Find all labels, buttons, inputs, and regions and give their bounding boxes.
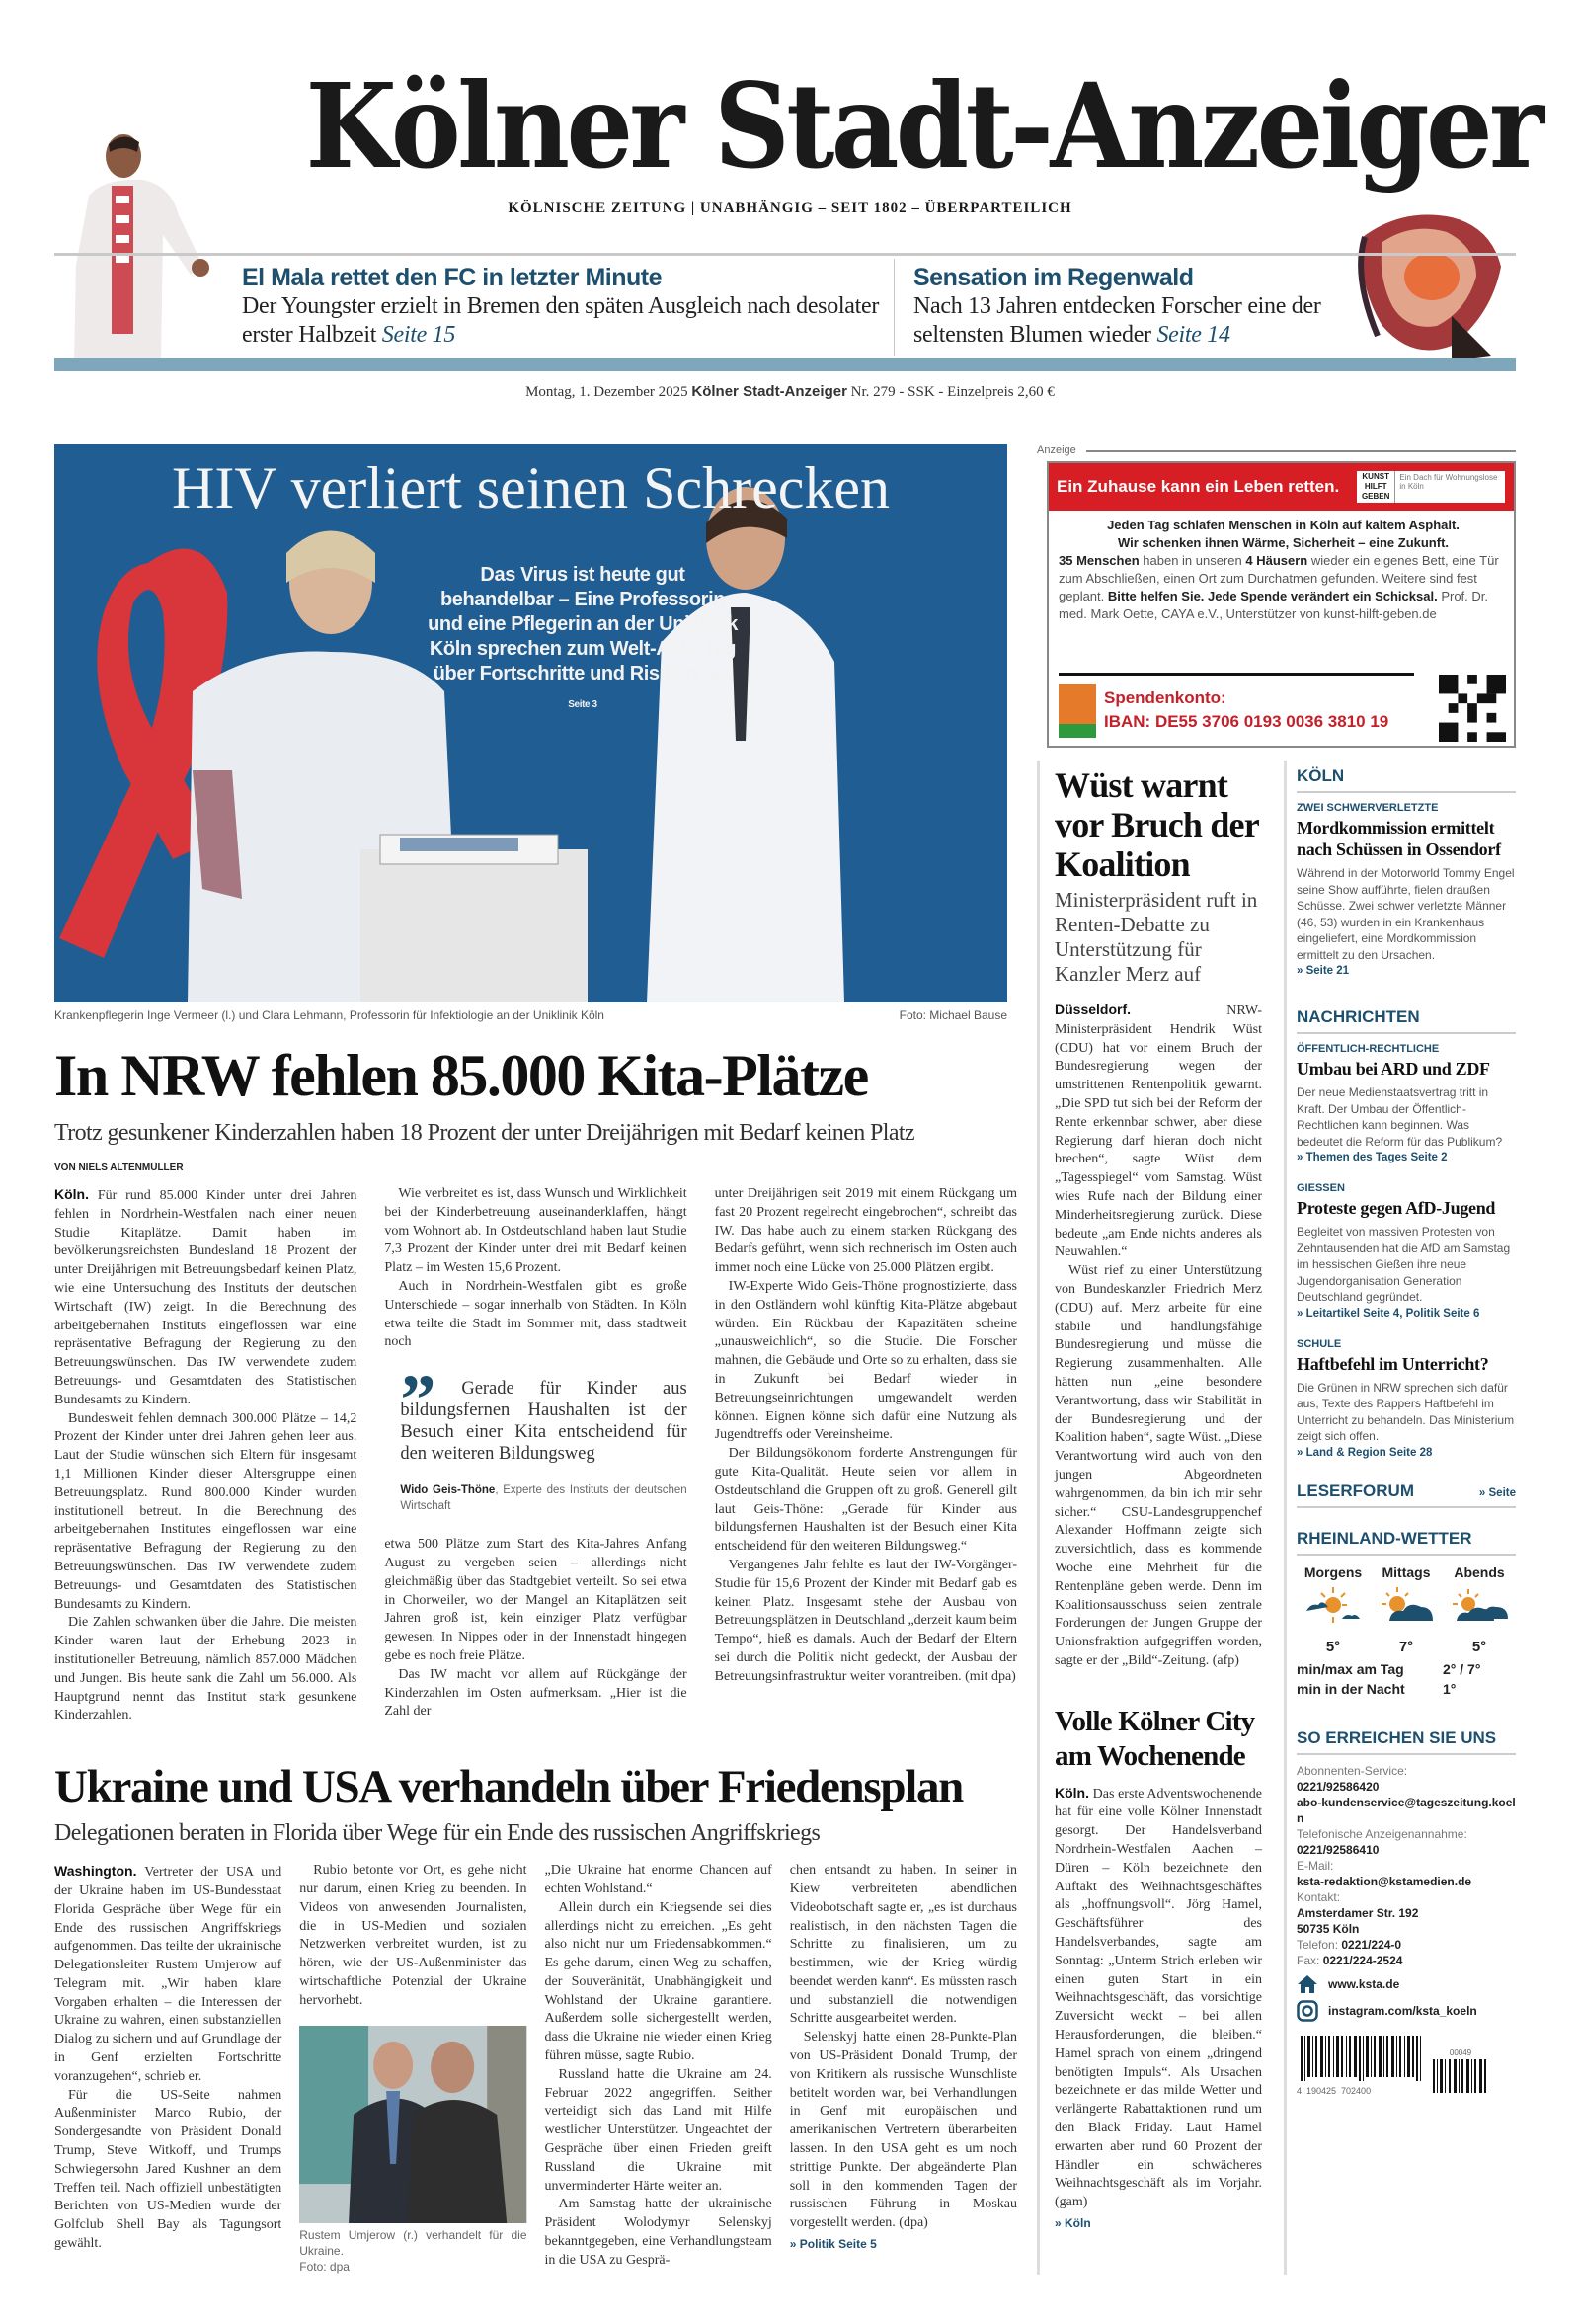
ukraine-paragraph: Vertreter der USA und der Ukraine haben im US-Bundesstaat Florida Gespräche über Wege für ein Ende des russischen Angriffskriegs aufgenommen. Das teilte der ukrainische Delegationsleiter Rustem Umjerow auf Telegram mit. „Wir haben klare Vorgaben erhalten – die Interessen der Ukraine zu wahren, einen substanziellen Dialog zu sichern und auf Grundlage der in Genf erzielten Fortschritte voranzugehen“, schrieb er.: [54, 1865, 282, 2084]
hero-teaser-text: Das Virus ist heute gut behandelbar – Eine Professorin und eine Pflegerin an der Uniklinik Köln sprechen zum Welt-Aids-Tag über Fortschritte und Risiken: [428, 564, 738, 684]
kita-paragraph: IW-Experte Wido Geis-Thöne prognostizierte, dass in den Ostländern wohl künftig Kita-Plätze abgebaut würden. Ein Rückbau der Kapazitäten scheine „unausweichlich“, so die Studie. Die Forscher mahnen, die Gebäude und Orte so zu erhalten, dass sie in Zukunft bei Bedarf wieder in Betreuungseinrichtungen umgewandelt werden können. Eignen könne sich dafür eine Nutzung als Jugendtreffs oder Vereinsheime.: [714, 1278, 1017, 1443]
kita-paragraph: Vergangenes Jahr fehlte es laut der IW-Vorgänger-Studie für 15,6 Prozent der Kinder mit Bedarf gab es keinen Platz. Insgesamt stehe der Ausbau von Betreuungsplätzen in Deutschland „derzeit kaum beim Tempo“, hieß es damals. Auch der Bedarf der Eltern sei durch die Politik nicht gedeckt, der Ausbau der Betreuungsinfrastruktur weiter vorantreiben. (mit dpa): [714, 1557, 1017, 1684]
contact-phone-row: [1297, 1937, 1516, 1953]
charity-logo: [1059, 684, 1096, 738]
news-kicker: ÖFFENTLICH-RECHTLICHE: [1297, 1043, 1440, 1055]
instagram-link[interactable]: [1297, 2000, 1516, 2022]
quote-text: Gerade für Kinder aus bildungsfernen Haushalten ist der Besuch einer Kita entscheidend für den weiteren Bildungsweg: [400, 1379, 687, 1465]
barcode-number: 4 190425 702400: [1297, 2085, 1372, 2096]
sidebar-section-title: [1297, 1727, 1516, 1755]
kita-paragraph: Auch in Nordrhein-Westfalen gibt es große Unterschiede – sogar innerhalb von Städten. In Köln etwa teilte die Stadt im Sommer mit, dass stadtweit noch: [384, 1278, 687, 1350]
contact-label: Abonnenten-Service:: [1297, 1763, 1408, 1778]
ad-paragraph: [1059, 552, 1508, 623]
sidebar-section-label: LESERFORUM: [1297, 1481, 1414, 1500]
abo-email[interactable]: abo-kundenservice@tageszeitung.koeln: [1297, 1795, 1516, 1825]
ukraine-article: [54, 1755, 1017, 2275]
kita-paragraph: etwa 500 Plätze zum Start des Kita-Jahres Anfang August zu vergeben seien – allerdings nicht gleichmäßig über das Stadtgebiet verteilt. So sei etwa in Chorweiler, wo der Mangel an Kitaplätzen seit Jahren groß ist, kein einziger Platz verfügbar gewesen. In Nippes oder in der Innenstadt hingegen gebe es noch freie Plätze.: [384, 1537, 687, 1663]
abo-phone[interactable]: 0221/92586420: [1297, 1779, 1380, 1794]
sun-behind-clouds-icon: [1443, 1581, 1516, 1633]
main-articles: [54, 1037, 1017, 2275]
sidebar-koeln: [1297, 765, 1516, 979]
hero-teaser[interactable]: [425, 563, 741, 717]
news-link[interactable]: » Leitartikel Seite 4, Politik Seite 6: [1297, 1307, 1480, 1320]
umjerow-photo[interactable]: [299, 2026, 526, 2223]
news-kicker: GIESSEN: [1297, 1182, 1345, 1194]
weather-night-value: 1°: [1443, 1680, 1457, 1697]
sidebar-section-label: NACHRICHTEN: [1297, 1007, 1420, 1026]
wuest-paragraph: Wüst rief zu einer Unterstützung von Bundeskanzler Friedrich Merz (CDU) auf. Merz arbeite für eine stabile und handlungsfähige Bundesregierung und müsse die Regierung zusammenhalten. Alle hätten nun „eine besondere Verantwortung, dass wir Stabilität in der Bundesregierung und der Koalition haben“, sagte Wüst. „Diese Verantwortung wird auch von den jungen Abgeordneten wahrgenommen, da bin ich mir sehr sicher.“ CSU-Landesgruppenchef Alexander Hoffmann zeigte sich zuversichtlich, dass es kommende Woche eine Mehrheit für die Rentenpläne geben werde. Denn im Koalitionsausschuss seien zentrale Forderungen der Jungen Gruppe der Unionsfraktion aufgegriffen worden, sagte er der „Bild“-Zeitung. (afp): [1055, 1263, 1262, 1668]
kita-column-2: [384, 1185, 686, 1722]
sidebar-headline[interactable]: Mordkommission ermittelt nach Schüssen in Ossendorf: [1297, 818, 1501, 859]
sun-cloud-icon: [1297, 1581, 1370, 1633]
weather-period-label: Abends: [1454, 1563, 1505, 1580]
sidebar-nachrichten: [1297, 1006, 1516, 1461]
ad-text-1: haben in unseren: [1139, 553, 1246, 568]
teaser-text: Der Youngster erzielt in Bremen den späten Ausgleich nach desolater erster Halbzeit: [242, 293, 880, 348]
masthead-subtitle: KÖLNISCHE ZEITUNG | UNABHÄNGIG – SEIT 1802 – ÜBERPARTEILICH: [508, 200, 1072, 216]
kita-paragraph: Das IW macht vor allem auf Rückgänge der Kinderzahlen im Osten aufmerksam. „Hier ist die Zahl der: [384, 1666, 687, 1720]
ad-divider: [1059, 673, 1414, 676]
kita-place: Köln.: [54, 1186, 89, 1202]
news-link[interactable]: » Land & Region Seite 28: [1297, 1446, 1433, 1459]
website-link[interactable]: [1297, 1974, 1516, 1994]
ad-label: Anzeige: [1037, 444, 1076, 456]
kita-column-1: [54, 1185, 356, 1725]
teaser-text-block: [913, 292, 1338, 350]
column-rule: [1284, 761, 1287, 2275]
hero-caption: [54, 1008, 1007, 1022]
kita-column-3: [715, 1185, 1017, 1687]
city-place: Köln.: [1055, 1784, 1089, 1801]
sidebar-contact: [1297, 1727, 1516, 2097]
masthead-blue-rule: [54, 358, 1516, 371]
contact-street: Amsterdamer Str. 192: [1297, 1905, 1419, 1920]
contact-phone-label: Telefon:: [1297, 1937, 1339, 1952]
ad-iban: IBAN: DE55 3706 0193 0036 3810 19: [1104, 712, 1389, 731]
weather-temp: 5°: [1471, 1638, 1487, 1655]
teaser-headline[interactable]: Sensation im Regenwald: [913, 264, 1194, 291]
home-icon: [1297, 1974, 1318, 1994]
teaser-el-mala[interactable]: [242, 263, 884, 350]
weather-grid: [1297, 1563, 1516, 1660]
editorial-email[interactable]: ksta-redaktion@kstamedien.de: [1297, 1874, 1472, 1888]
city-article: [1055, 1705, 1262, 2233]
barcode-addon-number: 00049: [1449, 2047, 1472, 2057]
wuest-headline[interactable]: Wüst warnt vor Bruch der Koalition: [1055, 765, 1259, 884]
barcode: [1297, 2036, 1516, 2097]
football-player-photo[interactable]: [54, 126, 232, 363]
news-kicker: SCHULE: [1297, 1337, 1342, 1350]
news-text: Der neue Medienstaatsvertrag tritt in Kraft. Der Umbau der Öffentlich-Rechtlichen kann beginnen. Was bedeutet die Reform für das Publikum?: [1297, 1085, 1503, 1149]
weather-minmax-value: 2° / 7°: [1443, 1660, 1481, 1677]
weather-temp: 7°: [1398, 1638, 1414, 1655]
contact-label: Telefonische Anzeigenannahme:: [1297, 1826, 1467, 1841]
quote-author: [400, 1483, 686, 1514]
teaser-divider: [894, 259, 895, 356]
ukraine-photo-credit: Foto: dpa: [299, 2260, 350, 2275]
hero-illustration: [54, 444, 1007, 1002]
contact-fax-label: Fax:: [1297, 1953, 1320, 1967]
barcode-icon: [1297, 2036, 1425, 2081]
ad-text-2: wieder ein eigenes Bett, eine Tür zum Abschließen, einen Ort zum Durchatmen gefunden. Weitere sind fest geplant.: [1059, 553, 1499, 603]
city-headline[interactable]: Volle Kölner City am Wochenende: [1055, 1705, 1255, 1772]
contact-label: E-Mail:: [1297, 1858, 1334, 1873]
ad-header: [1049, 463, 1514, 511]
ad-bold-2: 4 Häusern: [1245, 553, 1308, 568]
news-item: [1297, 1337, 1516, 1461]
ukraine-paragraph: Für die US-Seite nahmen Außenminister Marco Rubio, der Sondergesandte von Präsident Donald Trump, Steve Witkoff, und Trumps Schwiegersohn Jared Kushner an dem Treffen teil. Nach offiziell unbestätigten Berichten von US-Medien wurde der Golfclub Shell Bay als Tagungsort gewählt.: [54, 2087, 282, 2252]
kita-columns: [54, 1185, 1017, 1725]
kita-paragraph: unter Dreijährigen seit 2019 mit einem Rückgang um fast 20 Prozent regelrecht eingebrochen“, schreibt das IW. Das habe auch zu einem starken Rückgang des Bedarfs geführt, wenn sich rechnerisch im Osten auch immer noch eine Lücke von 25.000 Plätzen ergibt.: [714, 1186, 1017, 1276]
teaser-top-rule: [54, 253, 1516, 256]
ukraine-photo-caption: [299, 2227, 526, 2275]
sidebar: [1297, 765, 1516, 2117]
sidebar-link[interactable]: » Seite 21: [1297, 965, 1350, 977]
wuest-paragraph: NRW-Ministerpräsident Hendrik Wüst (CDU) hat vor einem Bruch der Bundesregierung wegen der umstrittenen Rentenpolitik gewarnt. „Die SPD tut sich bei der Reform der Rente erkennbar schwer, aber diese Regierung darf hieran doch nicht brechen“, sagte Wüst dem „Tagesspiegel“ vom Samstag. Wüst wies Rufe nach der Bildung einer Minderheitsregierung zurück. Diese bedeute „am Ende nichts anderes als Neuwahlen.“: [1055, 1003, 1262, 1260]
teaser-page-link[interactable]: Seite 15: [381, 322, 456, 348]
hero-photo[interactable]: [54, 444, 1007, 1002]
ukraine-column-4: [790, 1862, 1017, 2254]
sidebar-section-title: [1297, 1528, 1516, 1556]
news-item: [1297, 1181, 1516, 1322]
ukraine-paragraph: Am Samstag hatte der ukrainische Präsident Wolodymyr Selenskyj bekanntgegeben, eine Verhandlungsteam in die USA zu Gesprä-: [544, 2197, 772, 2268]
sun-behind-cloud-icon: [1370, 1581, 1443, 1633]
wuest-body: [1055, 1001, 1262, 1671]
weather-night-label: min in der Nacht: [1297, 1680, 1405, 1697]
teaser-text: Nach 13 Jahren entdecken Forscher eine der seltensten Blumen wieder: [913, 293, 1321, 348]
ad-line-2: Wir schenken ihnen Wärme, Sicherheit – eine Zukunft.: [1117, 535, 1450, 550]
ukraine-subheadline: Delegationen beraten in Florida über Wege für ein Ende des russischen Angriffskriegs: [54, 1820, 821, 1847]
news-headline[interactable]: Umbau bei ARD und ZDF: [1297, 1059, 1490, 1079]
contact-label: Kontakt:: [1297, 1889, 1341, 1904]
dateline-paper-name: Kölner Stadt-Anzeiger: [691, 383, 847, 400]
ad-label-rule: [1086, 450, 1516, 452]
contact-phone[interactable]: 0221/224-0: [1341, 1937, 1402, 1952]
news-headline[interactable]: Haftbefehl im Unterricht?: [1297, 1353, 1489, 1374]
ad-header-text: Ein Zuhause kann ein Leben retten.: [1057, 477, 1340, 496]
kita-article: [54, 1037, 1017, 1725]
ukraine-paragraph: chen entsandt zu haben. In seiner in Kiew verbreiteten abendlichen Videobotschaft sagte er, „es ist durchaus realistisch, in den nächsten Tagen die Schritte zu finalisieren, um zu bestimmen, wie der Krieg würdig beendet werden kann“. Es müssten rasch und substanziell die notwendigen Schritte ausgearbeitet werden.: [789, 1863, 1017, 2027]
ad-logo-mark: KUNST HILFT GEBEN: [1357, 471, 1395, 503]
barcode-addon-icon: [1431, 2059, 1490, 2093]
hero-caption-text: Krankenpflegerin Inge Vermeer (l.) und Clara Lehmann, Professorin für Infektiologie an der Uniklinik Köln: [54, 1008, 604, 1022]
masthead-title[interactable]: Kölner Stadt-Anzeiger: [305, 57, 1541, 195]
teaser-regenwald[interactable]: [913, 263, 1338, 350]
weather-temp: 5°: [1325, 1638, 1341, 1655]
sidebar-kicker: ZWEI SCHWERVERLETZTE: [1297, 802, 1439, 814]
contact-fax: 0221/224-2524: [1322, 1953, 1403, 1967]
ukraine-paragraph: Allein durch ein Kriegsende sei dies allerdings nicht zu erreichen. „Es geht also nicht nur um Friedensabkommen.“ Es gehe darum, einen Weg zu schaffen, der Souveränität, Unabhängigkeit und Wohlstand der Ukraine garantiere. Außerdem solle sichergestellt werden, dass die Ukraine nie wieder einen Krieg führen müsse, sagte Rubio.: [544, 1899, 772, 2064]
ad-bold-3: Bitte helfen Sie. Jede Spende verändert ein Schicksal.: [1107, 589, 1438, 603]
ukraine-column-3: [545, 1862, 772, 2271]
quote-author-role: , Experte des Instituts der deutschen Wirtschaft: [400, 1484, 687, 1513]
website-url[interactable]: www.ksta.de: [1328, 1976, 1400, 1991]
kita-pull-quote: [400, 1360, 687, 1514]
wuest-place: Düsseldorf.: [1055, 1002, 1132, 1017]
city-paragraph: Das erste Adventswochenende hat für eine volle Kölner Innenstadt gesorgt. Der Handelsverband Nordrhein-Westfalen Aachen – Düren – Köln bezeichnete den Auftakt des Weihnachtsgeschäftes als „hoffnungsvoll“. Jörg Hamel, Geschäftsführer des Handelsverbandes, sagte am Sonntag: „Unterm Strich erleben wir einen guten Start in ein Weihnachtsgeschäft, das vorsichtige Zuversicht weckt – bei allen Herausforderungen, die bleiben.“ Hamel sprach von einem „dringend benötigten Impuls“. Als Ursachen bezeichnete er das milde Wetter und verlängerte Rabattaktionen rund um den Black Friday. Laut Hamel erwarten aber rund 60 Prozent der Händler ein schwächeres Weihnachtsgeschäft als im Vorjahr. (gam): [1055, 1786, 1263, 2210]
ukraine-caption-text: Rustem Umjerow (r.) verhandelt für die Ukraine.: [299, 2228, 527, 2259]
quote-mark-icon: ”: [400, 1360, 436, 1440]
quote-author-name: Wido Geis-Thöne: [400, 1484, 496, 1497]
sidebar-section-title: [1297, 1481, 1516, 1508]
sidebar-section-label: RHEINLAND-WETTER: [1297, 1528, 1472, 1548]
weather-minmax-label: min/max am Tag: [1297, 1660, 1404, 1677]
sidebar-section-title: [1297, 1006, 1516, 1034]
kita-paragraph: Bundesweit fehlen demnach 300.000 Plätze – 14,2 Prozent der Kinder unter drei Jahren gehen leer aus. Laut der Studie wünschen sich Eltern für insgesamt 1,1 Millionen Kinder dieser Altersgruppe einen Betreuungsplatz. Rund 800.000 Kinder wurden institutionell betreut. In die Berechnung des arbeitgebernahen Institutes eingeflossen war eine repräsentative Befragung der Regierung zu den Betreuungswünschen. Das IW verwendete zudem Betreuungs- und Gesamtdaten des Statistischen Bundesamts zu Kindern.: [54, 1410, 357, 1612]
ad-text-3: Prof. Dr. med. Mark Oette, CAYA e.V., Unterstützer von kunst-hilft-geben.de: [1059, 589, 1488, 621]
qr-code-icon[interactable]: [1439, 675, 1506, 742]
ukraine-headline[interactable]: Ukraine und USA verhandeln über Friedensplan: [54, 1761, 964, 1813]
right-news-column: [1055, 765, 1262, 2233]
sidebar-weather: [1297, 1528, 1516, 1698]
kita-paragraph: Die Zahlen schwanken über die Jahre. Die meisten Kinder waren laut der Erhebung 2023 in institutioneller Betreuung, nämlich 857.000 Mädchen und Jungen. Bis heute sank die Zahl um 56.000. Als Hauptgrund nennt das Institut stark gesunkene Kinderzahlen.: [54, 1615, 357, 1723]
contact-fax-row: [1297, 1953, 1516, 1968]
ad-line-1: Jeden Tag schlafen Menschen in Köln auf kaltem Asphalt.: [1107, 518, 1460, 532]
teaser-text-block: [242, 292, 884, 350]
ukraine-paragraph: Selenskyj hatte einen 28-Punkte-Plan von US-Präsident Donald Trump, der von Kritikern als russische Wunschliste betitelt worden war, bei Verhandlungen in Genf mit europäischen und amerikanischen Vertretern überarbeiten lassen. In den USA geht es um noch strittige Punkte. Der abgeänderte Plan soll in den kommenden Tagen der russischen Führung in Moskau vorgestellt werden. (dpa): [789, 2030, 1017, 2231]
ukraine-column-2: [299, 1862, 526, 2275]
ukraine-paragraph: Rubio betonte vor Ort, es gehe nicht nur darum, einen Krieg zu beenden. In Videos von anwesenden Journalisten, die in US-Medien und sozialen Netzwerken verbreitet wurden, ist zu hören, wie der US-Außenminister das wirtschaftliche Potenzial der Ukraine hervorhebt.: [299, 1863, 527, 2008]
ukraine-place: Washington.: [54, 1863, 137, 1880]
wuest-article: [1055, 765, 1262, 1671]
news-headline[interactable]: Proteste gegen AfD-Jugend: [1297, 1198, 1496, 1218]
hero-photo-credit: Foto: Michael Bause: [899, 1008, 1007, 1022]
rainforest-flower-photo[interactable]: [1343, 198, 1511, 361]
dateline: [296, 383, 1284, 401]
leserforum-link[interactable]: » Seite: [1478, 1486, 1516, 1499]
ukraine-paragraph: „Die Ukraine hat enorme Chancen auf echten Wohlstand.“: [544, 1863, 772, 1896]
ukraine-paragraph: Russland hatte die Ukraine am 24. Februar 2022 angegriffen. Seither verteidigt sich das Land mit Hilfe westlicher Unterstützer. Ungeachtet der Gespräche über einen Frieden greift Russland die Ukraine mit unverminderter Härte weiter an.: [544, 2066, 772, 2194]
kita-paragraph: Der Bildungsökonom forderte Anstrengungen für gute Kita-Qualität. Heute seien vor allem in Ostdeutschland die Gruppen oft zu groß. Generell gilt laut Geis-Thöne: „Gerade für Kinder aus bildungsfernen Haushalten ist der Besuch einer Kita entscheidend für den weiteren Bildungsweg.“: [714, 1446, 1017, 1555]
instagram-icon: [1297, 2000, 1318, 2022]
sidebar-text: Während in der Motorworld Tommy Engel seine Show aufführte, fielen draußen Schüsse. Zwei schwer verletzte Männer (46, 53) wurden in ein Krankenhaus eingeliefert, eine Mordkommission ermittelt zu den Ursachen.: [1297, 866, 1515, 962]
news-text: Begleitet von massiven Protesten von Zehntausenden hat die AfD am Samstag im hessischen Gießen ihre neue Jugendorganisation Generation Deutschland gegründet.: [1297, 1225, 1511, 1304]
weather-minmax: [1297, 1660, 1516, 1698]
ukraine-column-1: [54, 1862, 281, 2254]
wuest-subheadline: Ministerpräsident ruft in Renten-Debatte zu Unterstützung für Kanzler Merz auf: [1055, 888, 1258, 986]
kita-headline[interactable]: In NRW fehlen 85.000 Kita-Plätze: [54, 1043, 868, 1108]
ad-account-label: Spendenkonto:: [1104, 688, 1226, 707]
ukraine-columns: [54, 1862, 1017, 2275]
news-link[interactable]: » Themen des Tages Seite 2: [1297, 1152, 1448, 1163]
kita-paragraph: Wie verbreitet es ist, dass Wunsch und Wirklichkeit bei der Kinderbetreuung auseinanderklaffen, hängt vom Wohnort ab. In Ostdeutschland haben laut Studie 7,3 Prozent der Kinder unter drei mit Bedarf keinen Platz – im Westen 15,6 Prozent.: [384, 1186, 687, 1276]
sidebar-leserforum: [1297, 1481, 1516, 1508]
instagram-url[interactable]: instagram.com/ksta_koeln: [1328, 2003, 1477, 2018]
kita-byline: VON NIELS ALTENMÜLLER: [54, 1162, 184, 1173]
contact-city: 50735 Köln: [1297, 1921, 1360, 1936]
ad-bold-1: 35 Menschen: [1059, 553, 1140, 568]
news-text: Die Grünen in NRW sprechen sich dafür aus, Texte des Rappers Haftbefehl im Unterricht zu behandeln. Das Ministerium zeigt sich offen.: [1297, 1380, 1515, 1443]
weather-period-label: Mittags: [1382, 1563, 1431, 1580]
sidebar-section-label: SO ERREICHEN SIE UNS: [1297, 1727, 1497, 1747]
sidebar-section-label: KÖLN: [1297, 766, 1345, 785]
ads-phone[interactable]: 0221/92586410: [1297, 1842, 1380, 1857]
advertisement[interactable]: [1047, 461, 1516, 748]
column-rule: [1037, 761, 1040, 2275]
ad-logo-text: Ein Dach für Wohnungslose in Köln: [1399, 473, 1498, 491]
teaser-headline[interactable]: El Mala rettet den FC in letzter Minute: [242, 264, 662, 291]
sidebar-section-title: [1297, 765, 1516, 793]
city-body: [1055, 1784, 1262, 2233]
news-item: [1297, 1042, 1516, 1165]
weather-period-label: Morgens: [1304, 1563, 1363, 1580]
kita-subheadline: Trotz gesunkener Kinderzahlen haben 18 Prozent der unter Dreijährigen mit Bedarf keinen Platz: [54, 1120, 915, 1146]
hero-teaser-ref[interactable]: » NRW Seite 3: [568, 672, 733, 710]
hero-title[interactable]: HIV verliert seinen Schrecken: [172, 455, 890, 521]
ukraine-more-link[interactable]: » Politik Seite 5: [789, 2237, 877, 2252]
ad-donation-account: [1104, 686, 1388, 734]
issue-info: Nr. 279 - SSK - Einzelpreis 2,60 €: [850, 384, 1055, 400]
kita-paragraph: Für rund 85.000 Kinder unter drei Jahren fehlen in Nordrhein-Westfalen nach einer neuen Studie Kitaplätze. Damit haben im bevölkerungsreichsten Bundesland 18 Prozent der unter Dreijährigen mit Betreuungsbedarf keinen Platz, wie eine Untersuchung des Instituts der deutschen Wirtschaft (IW) zeigt. In die Berechnung des arbeitgebernahen Instituts eingeflossen war eine repräsentative Befragung der Regierung zu den Betreuungswünschen. Das IW verwendete zudem Betreuungs- und Gesamtdaten des Statistischen Bundesamts zu Kindern.: [54, 1188, 357, 1407]
kunst-hilft-geben-logo: [1357, 471, 1505, 503]
ad-donation-area: [1059, 673, 1508, 744]
teaser-page-link[interactable]: Seite 14: [1156, 322, 1230, 348]
ad-body: [1059, 517, 1508, 623]
city-more-link[interactable]: » Köln: [1055, 2216, 1091, 2231]
issue-date: Montag, 1. Dezember 2025: [525, 384, 688, 400]
